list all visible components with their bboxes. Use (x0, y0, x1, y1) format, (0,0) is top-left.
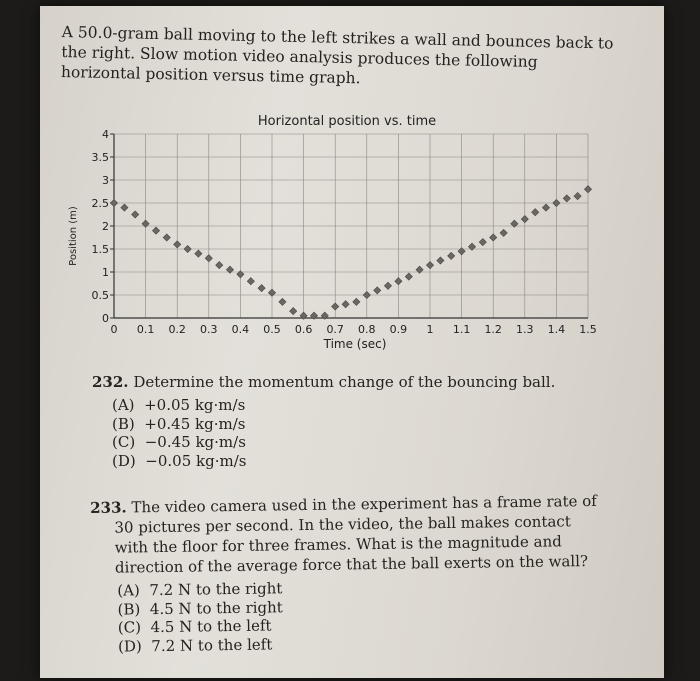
y-tick-label: 3 (102, 174, 109, 187)
data-point (363, 291, 370, 298)
data-point (216, 262, 223, 269)
data-point (395, 278, 402, 285)
y-tick-label: 3.5 (91, 151, 109, 164)
data-point (500, 229, 507, 236)
position-time-chart (60, 106, 620, 356)
option-text: 4.5 N to the right (149, 597, 283, 618)
x-tick-label: 0.4 (231, 323, 250, 336)
data-points (110, 186, 591, 320)
y-tick-label: 0.5 (91, 289, 109, 302)
x-tick-label: 1.4 (547, 323, 566, 336)
option-text: −0.05 kg·m/s (145, 451, 247, 470)
y-tick-label: 2 (102, 220, 109, 233)
option-a[interactable] (112, 396, 612, 415)
x-tick-label: 0.2 (168, 323, 186, 336)
option-text: 7.2 N to the left (151, 634, 273, 655)
data-point (121, 204, 128, 211)
option-text: +0.05 kg·m/s (144, 396, 246, 414)
data-point (574, 193, 581, 200)
chart-ylabel: Position (m) (68, 206, 79, 266)
data-point (152, 227, 159, 234)
data-point (174, 241, 181, 248)
problem-intro (61, 22, 622, 94)
data-point (532, 209, 539, 216)
option-letter: (C) (112, 433, 136, 451)
data-point (490, 234, 497, 241)
x-tick-label: 0.5 (263, 323, 281, 336)
data-point (437, 257, 444, 264)
x-axis-ticks (111, 323, 597, 336)
y-tick-label: 4 (102, 128, 109, 141)
data-point (195, 250, 202, 257)
problem-intro-text: A 50.0-gram ball moving to the left strikes a wall and bounces back to the right. Slow motion video analysis produces the following horizontal position versus time graph. (60, 22, 614, 88)
x-tick-label: 1.3 (516, 323, 534, 336)
option-letter: (A) (112, 396, 135, 414)
data-point (332, 303, 339, 310)
data-point (247, 278, 254, 285)
option-letter: (C) (117, 618, 142, 637)
question-text: The video camera used in the experiment has a frame rate of 30 pictures per second. In the video, the ball makes contact with the floor for three frames. What is the magnitude and direction of the average force that the ball exerts on the wall? (114, 491, 597, 577)
option-text: 4.5 N to the left (150, 616, 272, 637)
x-tick-label: 0.9 (389, 323, 408, 336)
option-b[interactable] (112, 415, 612, 434)
y-tick-label: 2.5 (91, 197, 109, 210)
x-tick-label: 0.6 (294, 323, 313, 336)
data-point (384, 282, 391, 289)
data-point (521, 216, 528, 223)
data-point (542, 204, 549, 211)
question-number: 232. (92, 373, 129, 391)
data-point (353, 298, 360, 305)
x-tick-label: 0 (110, 323, 118, 336)
x-tick-label: 0.8 (358, 323, 376, 336)
question-number: 233. (90, 498, 127, 517)
option-letter: (A) (117, 581, 140, 600)
data-point (584, 186, 591, 193)
question-text: Determine the momentum change of the bouncing ball. (133, 373, 556, 391)
x-tick-label: 0.3 (200, 323, 218, 336)
y-axis-ticks (92, 128, 115, 325)
x-tick-label: 0.1 (136, 323, 155, 336)
data-point (290, 308, 297, 315)
data-point (205, 255, 212, 262)
option-c[interactable] (112, 433, 612, 452)
question-232 (92, 372, 612, 470)
option-letter: (B) (112, 414, 135, 433)
x-tick-label: 0.7 (326, 323, 344, 336)
data-point (448, 252, 455, 259)
data-point (163, 234, 170, 241)
answer-options (112, 396, 612, 470)
data-point (258, 285, 265, 292)
chart-title: Horizontal position vs. time (257, 114, 437, 129)
x-tick-label: 1.5 (579, 323, 597, 336)
option-text: 7.2 N to the right (149, 579, 283, 600)
data-point (132, 211, 139, 218)
option-letter: (D) (117, 636, 142, 656)
data-point (553, 199, 560, 206)
data-point (426, 262, 433, 269)
question-233 (90, 491, 604, 656)
option-d[interactable] (112, 452, 612, 471)
option-text: −0.45 kg·m/s (144, 433, 246, 451)
chart-grid (114, 134, 588, 318)
data-point (405, 273, 412, 280)
data-point (563, 195, 570, 202)
option-text: +0.45 kg·m/s (144, 414, 246, 433)
data-point (110, 199, 117, 206)
chart-xlabel: Time (sec) (323, 337, 387, 351)
option-letter: (B) (117, 599, 141, 619)
x-tick-label: 1.1 (452, 323, 471, 336)
answer-options (117, 575, 604, 656)
y-tick-label: 1 (102, 266, 109, 279)
data-point (279, 298, 286, 305)
data-point (342, 301, 349, 308)
x-tick-label: 1 (426, 323, 434, 336)
y-tick-label: 0 (102, 312, 109, 325)
data-point (184, 245, 191, 252)
option-letter: (D) (112, 451, 136, 470)
data-point (374, 287, 381, 294)
y-tick-label: 1.5 (91, 243, 109, 256)
chart-svg (60, 106, 620, 356)
data-point (479, 239, 486, 246)
x-tick-label: 1.2 (484, 323, 502, 336)
